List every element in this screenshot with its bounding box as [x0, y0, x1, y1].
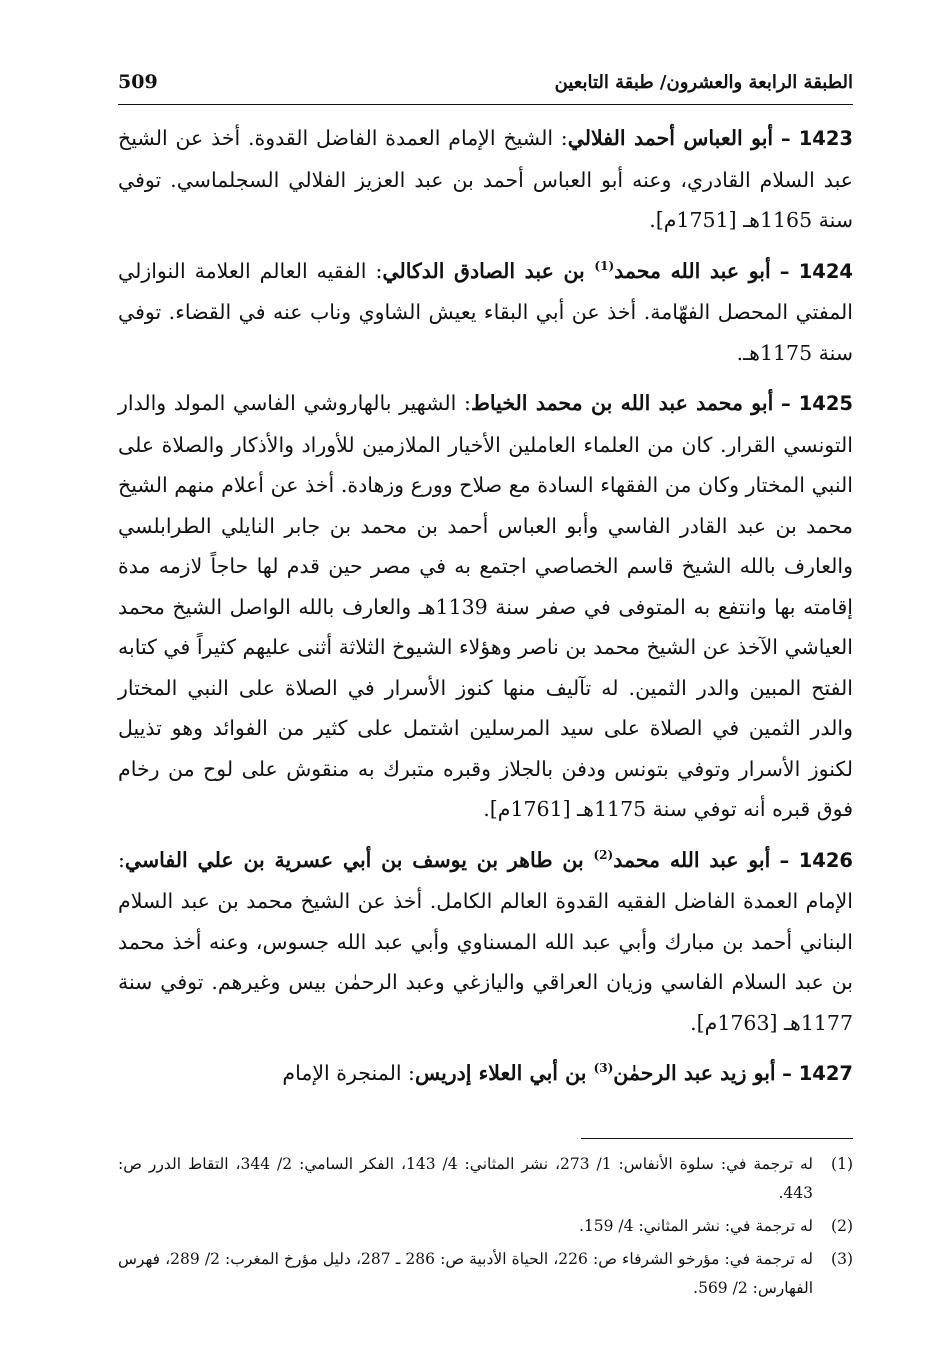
footnote-ref[interactable]: (1): [594, 258, 615, 273]
entry-name: أبو محمد عبد الله بن محمد الخياط: [470, 391, 774, 415]
running-head: الطبقة الرابعة والعشرون/ طبقة التابعين: [554, 71, 853, 93]
main-text: [118, 118, 853, 1105]
entry-number: 1423 –: [780, 127, 853, 150]
entry-name: أبو العباس أحمد الفلالي: [567, 126, 774, 150]
footnote-2: [118, 1212, 853, 1241]
footnotes: [118, 1150, 853, 1307]
footnote-number: (1): [831, 1155, 853, 1173]
footnote-text: له ترجمة في: سلوة الأنفاس: 1/ 273، نشر المثاني: 4/ 143، الفكر السامي: 2/ 344، التقاط الدرر ص: 443.: [118, 1155, 814, 1202]
footnote-ref[interactable]: (2): [593, 847, 614, 862]
entry-text: : الشهير بالهاروشي الفاسي المولد والدار التونسي القرار. كان من العلماء العاملين الأخيار الملازمين للأوراد والأذكار والصلاة على النبي المختار وكان من الفقهاء السادة مع صلاح وورع وزهادة. أخذ عن أعلام منهم الشيخ محمد بن عبد القادر الفاسي وأبو العباس أحمد بن محمد بن جابر النايلي الطرابلسي والعارف بالله الشيخ قاسم الخصاصي اجتمع به في مصر حين قدم لها حاجاً لازمه مدة إقامته بها وانتفع به المتوفى في صفر سنة 1139هـ والعارف بالله الواصل الشيخ محمد العياشي الآخذ عن الشيخ محمد بن ناصر وهؤلاء الشيوخ الثلاثة أثنى عليهم كثيراً في كتابه الفتح المبين والدر الثمين. له تآليف منها كنوز الأسرار في الصلاة على النبي المختار والدر الثمين في الصلاة على سيد المرسلين اشتمل على كثير من الفوائد وهو تذييل لكنوز الأسرار وتوفي بتونس ودفن بالجلاز وقبره متبرك به منقوش على لوح من رخام فوق قبره أنه توفي سنة 1175هـ [1761م].: [118, 391, 853, 821]
entry-name: أبو عبد الله محمد: [614, 258, 771, 283]
entry-number: 1426 –: [779, 848, 853, 872]
entry-text: : الشيخ الإمام العمدة الفاضل القدوة. أخذ عن الشيخ عبد السلام القادري، وعنه أبو العباس أحمد بن عبد العزيز الفلالي السجلماسي. توفي سنة 1165هـ [1751م].: [118, 126, 853, 232]
page-header: [118, 62, 853, 102]
entry-text: : الإمام العمدة الفاضل الفقيه القدوة العالم الكامل. أخذ عن الشيخ محمد بن عبد السلام البناني أحمد بن مبارك وأبي عبد الله المسناوي وأبي عبد الله جسوس، وعنه أخذ محمد بن عبد السلام الفاسي وزيان العراقي واليازغي وعبد الرحمٰن بيس وغيرهم. توفي سنة 1177هـ [1763م].: [118, 847, 853, 1035]
footnote-ref[interactable]: (3): [593, 1061, 614, 1076]
entry-1424: [118, 251, 853, 374]
entry-number: 1425 –: [780, 392, 853, 415]
footnote-text: له ترجمة في: مؤرخو الشرفاء ص: 226، الحياة الأدبية ص: 286 ـ 287، دليل مؤرخ المغرب: 2/ 289، فهرس الفهارس: 2/ 569.: [118, 1250, 813, 1297]
entry-name-cont: بن عبد الصادق الدكالي: [382, 258, 595, 283]
entry-text: : الفقيه العالم العلامة النوازلي المفتي المحصل الفهّامة. أخذ عن أبي البقاء يعيش الشاوي وناب عنه في القضاء. توفي سنة 1175هـ.: [118, 258, 853, 365]
footnote-number: (3): [831, 1250, 853, 1268]
entry-number: 1427 –: [782, 1062, 853, 1085]
entry-name-cont: بن طاهر بن يوسف بن أبي عسرية بن علي الفاسي: [124, 847, 594, 872]
footnote-number: (2): [831, 1217, 853, 1235]
footnote-text: له ترجمة في: نشر المثاني: 4/ 159.: [578, 1217, 813, 1235]
entry-name: أبو زيد عبد الرحمٰن: [613, 1061, 776, 1085]
entry-number: 1424 –: [779, 259, 853, 283]
header-rule: [118, 104, 853, 105]
entry-1423: [118, 118, 853, 241]
entry-name: أبو عبد الله محمد: [613, 847, 771, 872]
footnote-3: [118, 1245, 853, 1303]
entry-1425: [118, 383, 853, 830]
entry-1426: [118, 840, 853, 1044]
entry-text: : المنجرة الإمام: [282, 1061, 415, 1085]
page-number: 509: [118, 71, 158, 93]
footnote-rule: [581, 1138, 853, 1139]
footnote-1: [118, 1150, 853, 1208]
entry-name-cont: بن أبي العلاء إدريس: [414, 1061, 594, 1085]
entry-1427: [118, 1053, 853, 1095]
